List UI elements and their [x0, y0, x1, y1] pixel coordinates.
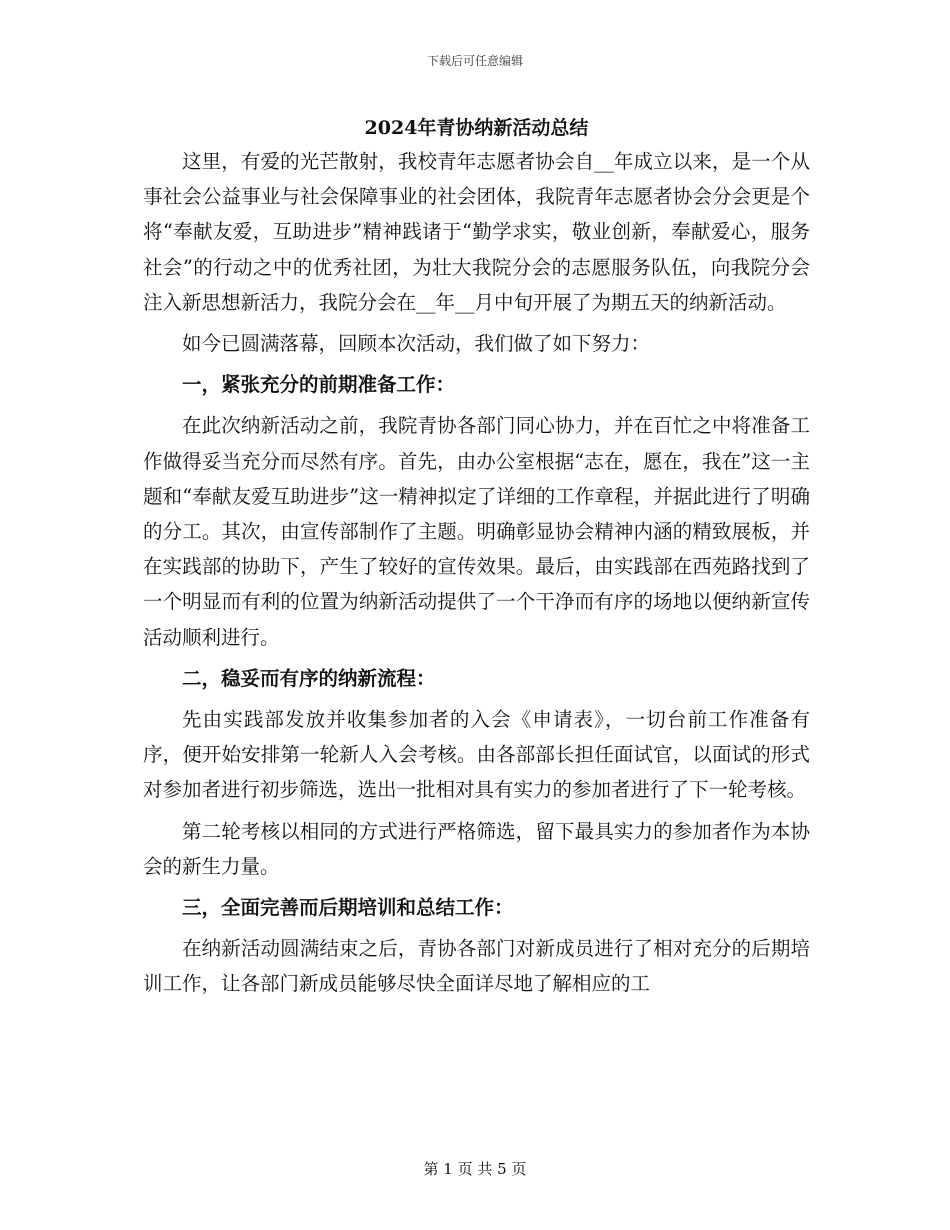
section-heading-1: 一，紧张充分的前期准备工作： [182, 373, 456, 397]
section-heading-2: 二，稳妥而有序的纳新流程： [182, 666, 436, 690]
paragraph-summary: 如今已圆满落幕，回顾本次活动，我们做了如下努力： [182, 332, 651, 356]
page-footer: 第 1 页 共 5 页 [423, 1160, 527, 1178]
section-3-paragraph: 在纳新活动圆满结束之后，青协各部门对新成员进行了相对充分的后期培训工作，让各部门新成员能够尽快全面详尽地了解相应的工 [143, 937, 810, 996]
document-body [143, 112, 810, 1002]
section-heading-3: 三，全面完善而后期培训和总结工作： [182, 896, 514, 920]
document-title: 2024年青协纳新活动总结 [364, 117, 589, 139]
paragraph-intro: 这里，有爱的光芒散射，我校青年志愿者协会自__年成立以来，是一个从事社会公益事业与社会保障事业的社会团体，我院青年志愿者协会分会更是个将“奉献友爱，互助进步”精神践诸于“勤学求实，敬业创新，奉献爱心，服务社会”的行动之中的优秀社团，为壮大我院分会的志愿服务队伍，向我院分会注入新思想新活力，我院分会在__年__月中旬开展了为期五天的纳新活动。 [143, 150, 810, 314]
section-2-paragraph-1: 先由实践部发放并收集参加者的入会《申请表》，一切台前工作准备有序，便开始安排第一轮新人入会考核。由各部部长担任面试官，以面试的形式对参加者进行初步筛选，选出一批相对具有实力的参加者进行了下一轮考核。 [143, 708, 810, 802]
page-header: 下载后可任意编辑 [426, 54, 523, 68]
section-1-paragraph: 在此次纳新活动之前，我院青协各部门同心协力，并在百忙之中将准备工作做得妥当充分而尽然有序。首先，由办公室根据“志在，愿在，我在”这一主题和“奉献友爱互助进步”这一精神拟定了详细的工作章程，并据此进行了明确的分工。其次，由宣传部制作了主题。明确彰显协会精神内涵的精致展板，并在实践部的协助下，产生了较好的宣传效果。最后，由实践部在西苑路找到了一个明显而有利的位置为纳新活动提供了一个干净而有序的场地以便纳新宣传活动顺利进行。 [143, 414, 810, 649]
section-2-paragraph-2: 第二轮考核以相同的方式进行严格筛选，留下最具实力的参加者作为本协会的新生力量。 [143, 819, 810, 878]
